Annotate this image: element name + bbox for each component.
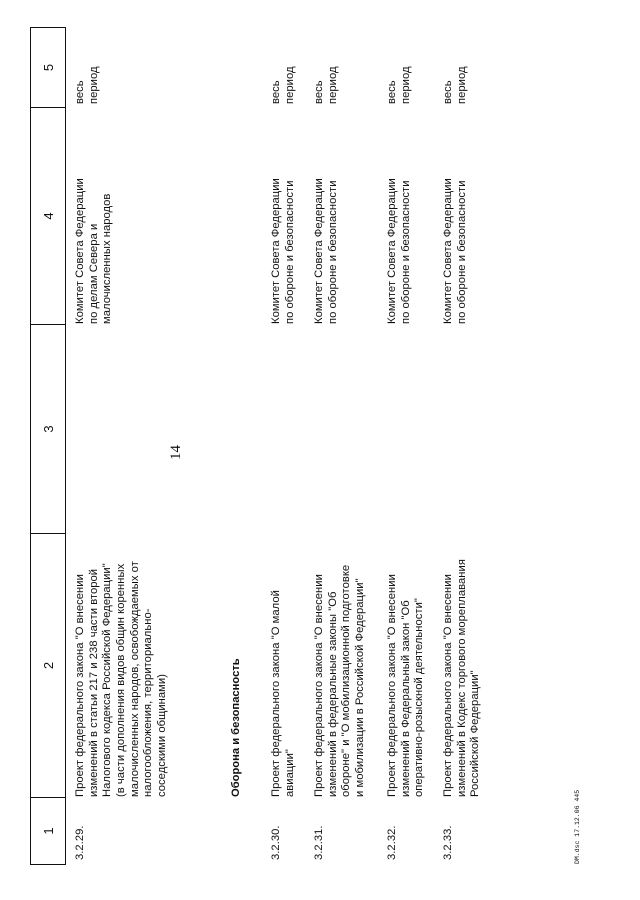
- column-header-5: 5: [30, 27, 66, 107]
- column-header-1: 1: [30, 797, 66, 865]
- column-header-4: 4: [30, 107, 66, 324]
- row-responsible: Комитет Совета Федерации по обороне и безопасности: [442, 178, 468, 324]
- column-header-3: 3: [30, 324, 66, 533]
- row-title: Проект федерального закона "О малой авиации": [270, 590, 296, 797]
- row-period: весь период: [270, 66, 296, 104]
- row-number: 3.2.30.: [270, 825, 282, 860]
- row-period: весь период: [386, 66, 412, 104]
- row-number: 3.2.32.: [386, 825, 398, 860]
- footer-document-code: DM.dsc 17.12.06 445: [574, 789, 581, 864]
- row-period: весь период: [74, 66, 100, 104]
- row-number: 3.2.31.: [313, 825, 325, 860]
- row-title: Проект федерального закона "О внесении изменений в Кодекс торгового мореплавания Российской Федерации": [442, 559, 482, 797]
- row-period: весь период: [442, 66, 468, 104]
- row-responsible: Комитет Совета Федерации по делам Севера и малочисленных народов: [74, 178, 114, 324]
- row-title: Проект федерального закона "О внесении изменений в федеральные законы "Об обороне" и "О мобилизационной подготовке и мобилизации в Российской Федерации": [313, 564, 366, 797]
- row-responsible: Комитет Совета Федерации по обороне и безопасности: [386, 178, 412, 324]
- section-heading: Оборона и безопасность: [230, 658, 242, 797]
- row-responsible: Комитет Совета Федерации по обороне и безопасности: [313, 178, 339, 324]
- row-number: 3.2.29.: [74, 825, 86, 860]
- row-number: 3.2.33.: [442, 825, 454, 860]
- column-header-2: 2: [30, 533, 66, 797]
- row-title: Проект федерального закона "О внесении изменений в Федеральный закон "Об оперативно-розыскной деятельности": [386, 574, 426, 797]
- row-responsible: Комитет Совета Федерации по обороне и безопасности: [270, 178, 296, 324]
- page-number: 14: [168, 445, 184, 460]
- row-title: Проект федерального закона "О внесении изменений в статьи 217 и 238 части второй Налогового кодекса Российской Федерации" (в части дополнения видов общин коренных малочисленных народов, освобождаемых от налогообложения, территориально- соседскими общинами): [74, 561, 168, 797]
- row-period: весь период: [313, 66, 339, 104]
